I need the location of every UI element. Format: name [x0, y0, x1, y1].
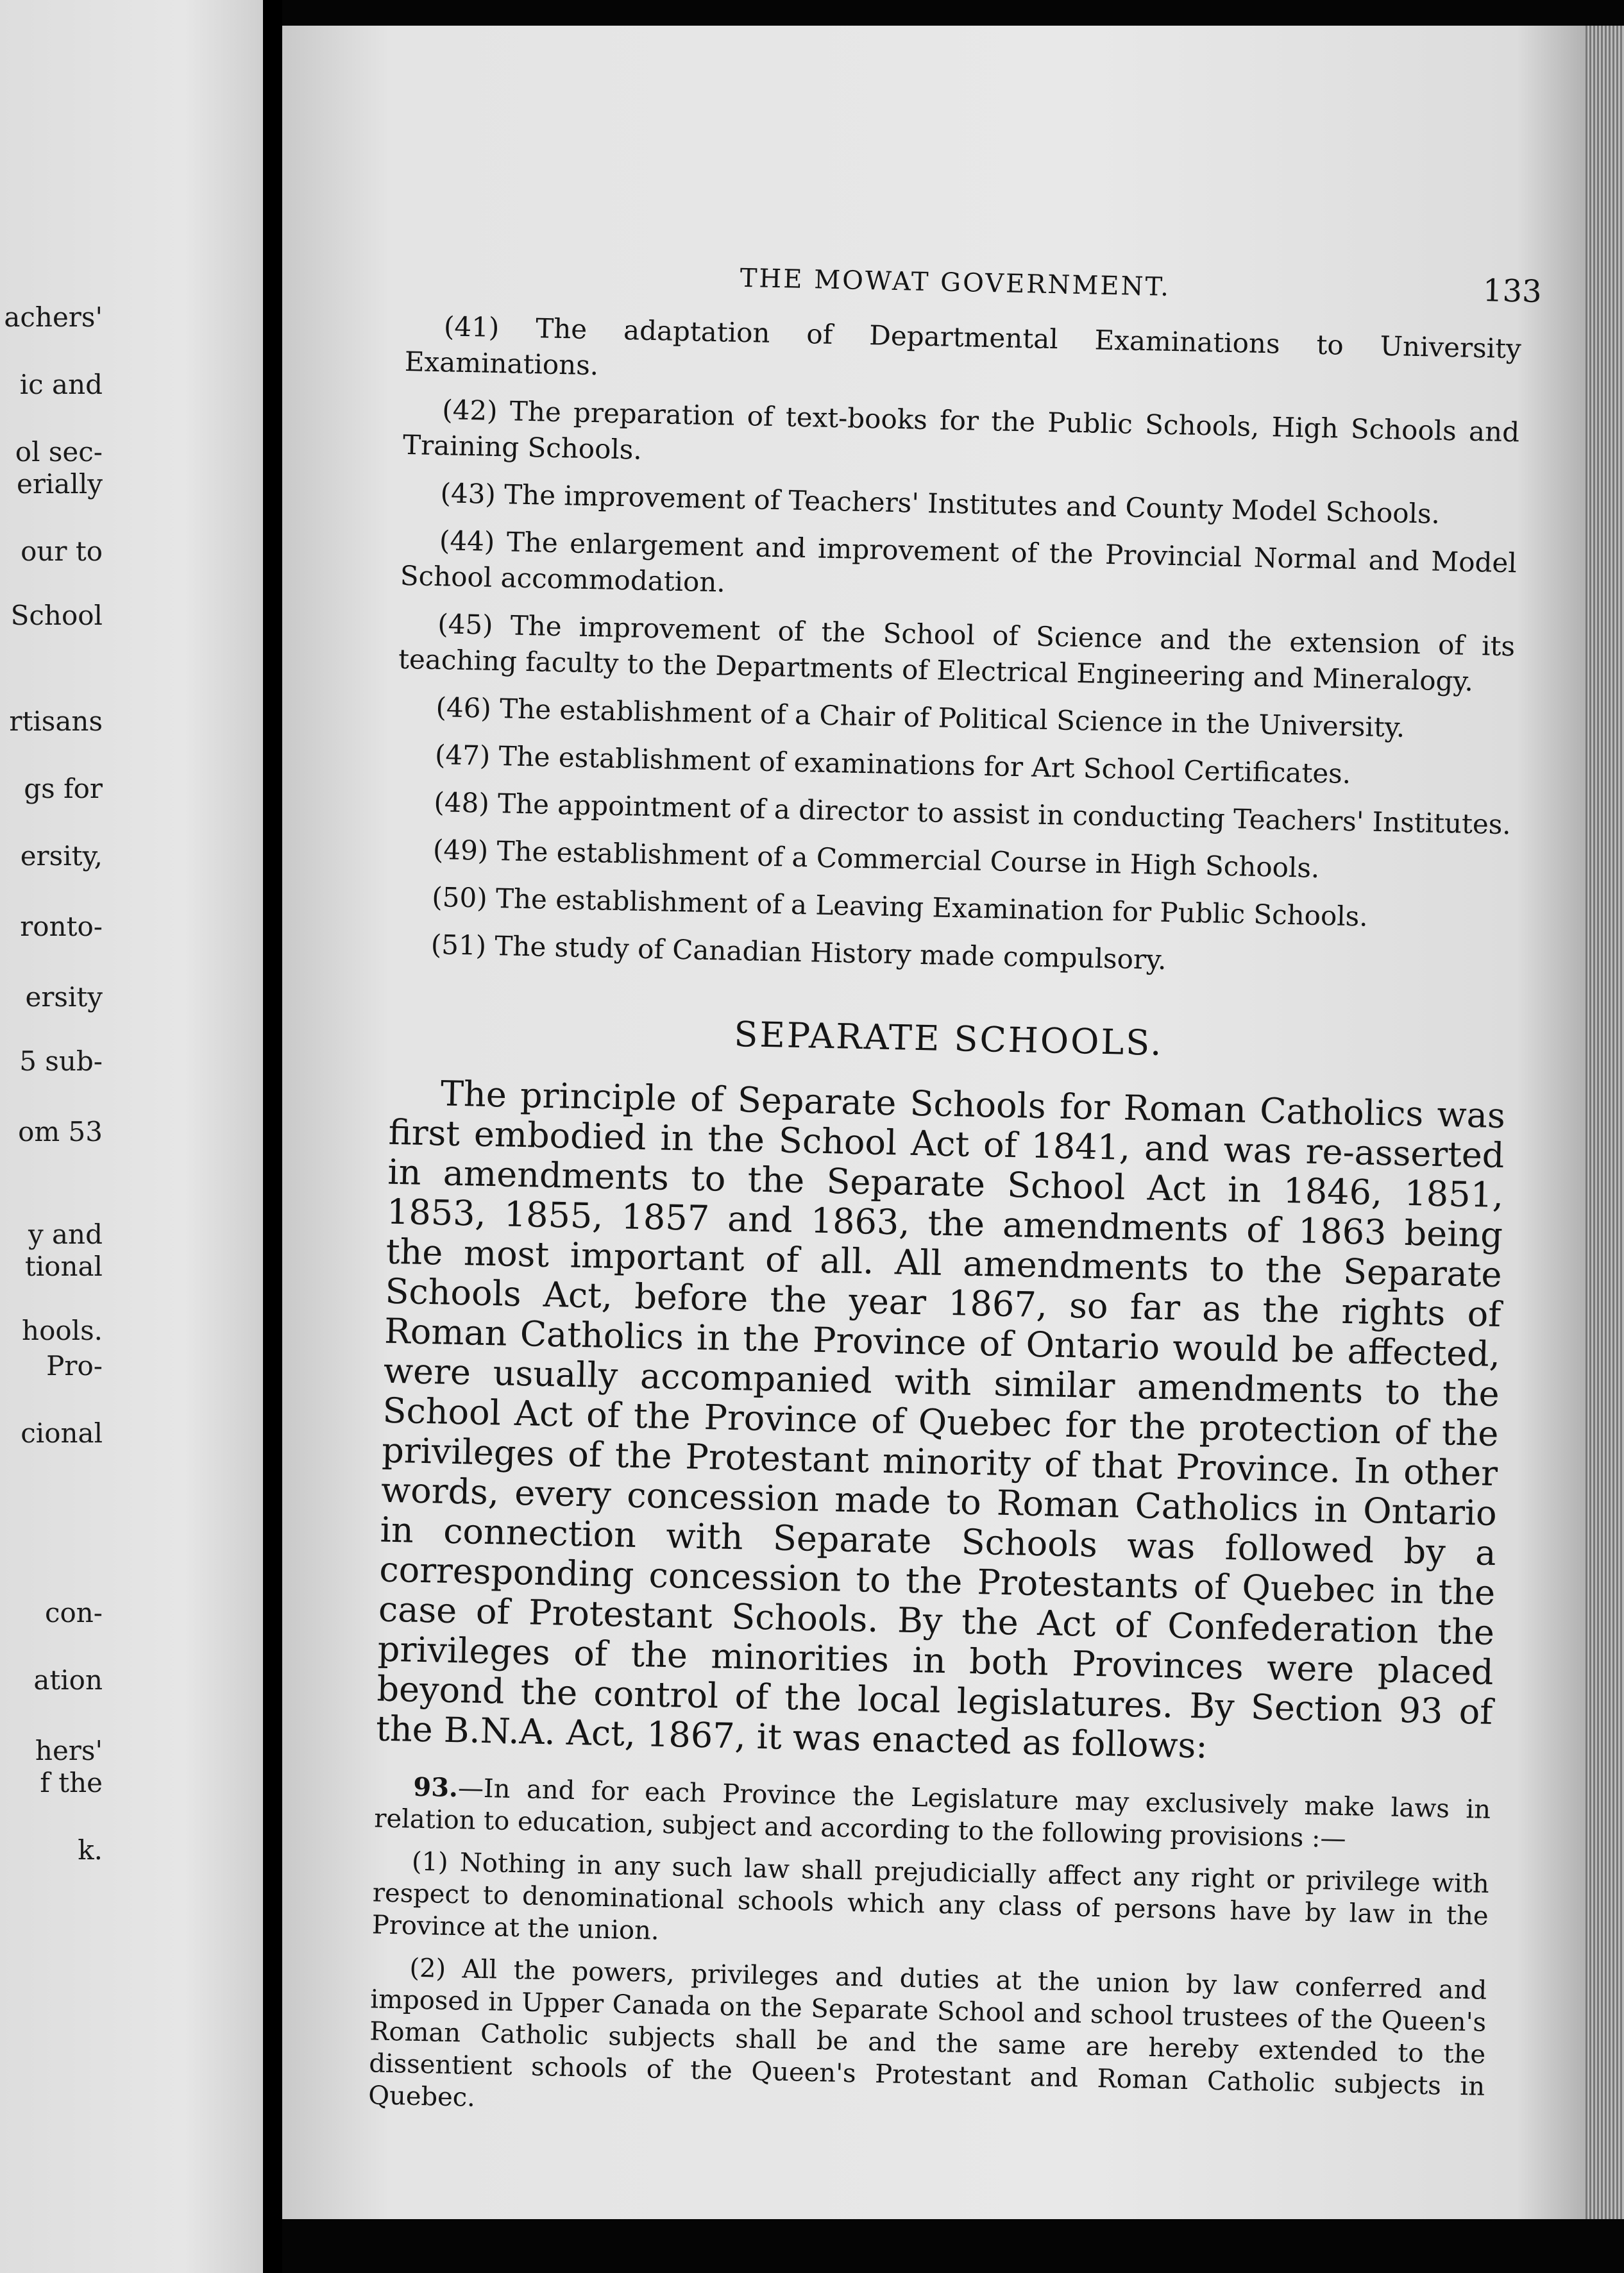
left-page [0, 0, 263, 2273]
left-fragment: ronto- [20, 911, 103, 942]
running-title: THE MOWAT GOVERNMENT. [740, 263, 1171, 302]
list-item: (51) The study of Canadian History made compulsory. [430, 929, 1167, 976]
body-paragraph: The principle of Separate Schools for Roman Catholics was first embodied in the School Act of 1841, and was re-asserted in amendments to the Separate School Act in 1846, 1851, 1853, 1855, 1857 and 1863, the amendments of 1863 being the most important of all. All amendments to the Separate Schools Act, before the year 1867, so far as the rights of Roman Catholics in the Province of Ontario would be affected, were usually accompanied with similar amendments to the School Act of the Province of Quebec for the protection of the privileges of the Protestant minority of that Province. In other words, every concession made to Roman Catholics in Ontario in connection with Separate Schools was followed by a corresponding concession to the Protestants of Quebec in the case of Protestant Schools. By the Act of Confederation the privileges of the minorities in both Provinces were placed beyond the control of the local legislatures. By Section 93 of the B.N.A. Act, 1867, it was enacted as follows: [375, 1073, 1506, 1766]
left-fragment: cional [21, 1417, 103, 1449]
left-fragment: tional [24, 1251, 103, 1282]
list-item: (50) The establishment of a Leaving Examination for Public Schools. [431, 881, 1369, 933]
left-fragment: ation [33, 1664, 103, 1696]
left-fragment: con- [44, 1597, 103, 1628]
statute-provision: (2) All the powers, privileges and duties at the union by law conferred and imposed in Upper Canada on the Separate School and school trustees of the Queen's Roman Catholic subjects shall be and the same are hereby extended to the dissentient schools of the Queen's Protestant and Roman Catholic subjects in Quebec. [368, 1953, 1487, 2113]
list-item: (48) The appointment of a director to assist in conducting Teachers' Institutes. [434, 786, 1512, 841]
left-fragment: k. [78, 1834, 103, 1866]
list-item: (42) The preparation of text-books for the Public Schools, High Schools and Training Schools. [402, 394, 1520, 466]
statute-quote [368, 1770, 1491, 2134]
left-fragment: ol sec- [15, 436, 103, 468]
left-fragment: hools. [22, 1315, 103, 1346]
list-item: (41) The adaptation of Departmental Examinations to University Examinations. [404, 310, 1522, 382]
left-fragment: ersity, [20, 840, 103, 872]
statute-section [374, 1770, 1491, 1857]
left-fragment: 5 sub- [19, 1045, 103, 1077]
left-fragment: achers' [4, 301, 103, 333]
list-item: (46) The establishment of a Chair of Political Science in the University. [436, 691, 1405, 743]
right-page [282, 26, 1624, 2219]
left-fragment: hers' [35, 1735, 103, 1766]
left-fragment: y and [28, 1219, 103, 1250]
left-fragment: ic and [19, 369, 103, 400]
list-item: (49) The establishment of a Commercial Course in High Schools. [432, 834, 1320, 884]
statute-provision: (1) Nothing in any such law shall prejudicially affect any right or privilege with respect to denominational schools which any class of persons have by law in the Province at the union. [371, 1846, 1490, 1946]
left-fragment: Pro- [46, 1350, 103, 1382]
left-fragment: rtisans [9, 706, 103, 737]
list-item: (43) The improvement of Teachers' Institutes and County Model Schools. [440, 477, 1441, 530]
book-gutter [263, 0, 282, 2273]
page-number: 133 [1482, 273, 1543, 310]
left-fragment: om 53 [18, 1116, 103, 1147]
list-item: (44) The enlargement and improvement of the Provincial Normal and Model School accommodation. [400, 525, 1518, 598]
left-fragment: ersity [25, 981, 103, 1013]
achievement-list [392, 308, 1521, 985]
left-fragment: gs for [24, 773, 103, 804]
list-item: (47) The establishment of examinations for Art School Certificates. [434, 739, 1351, 790]
left-fragment: our to [21, 536, 103, 567]
page-edges [1586, 26, 1624, 2219]
list-item: (45) The improvement of the School of Science and the extension of its teaching faculty to the Departments of Electrical Engineering and Mineralogy. [398, 608, 1516, 697]
page-content [368, 237, 1543, 2145]
section-heading: SEPARATE SCHOOLS. [733, 1013, 1164, 1063]
left-fragment: f the [40, 1767, 103, 1798]
statute-section-text: —In and for each Province the Legislature may exclusively make laws in relation to education, subject and according to the following provisions :— [373, 1773, 1491, 1854]
left-fragment: erially [17, 468, 103, 500]
left-fragment: School [10, 600, 103, 631]
statute-section-number: 93. [412, 1771, 459, 1804]
